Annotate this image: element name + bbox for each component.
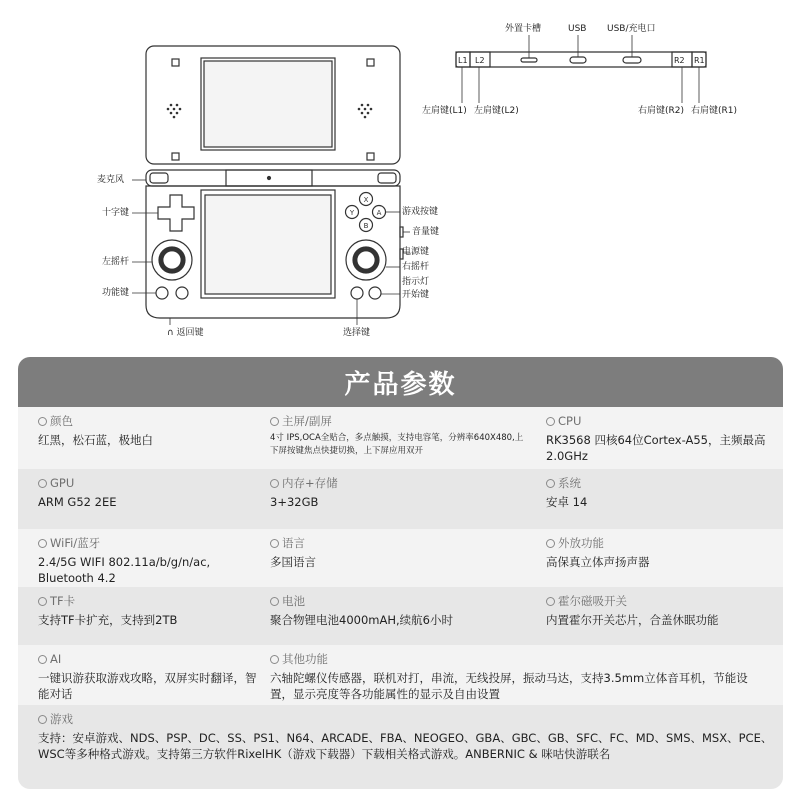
top-view-body (456, 52, 706, 67)
spec-key: 游戏 (38, 711, 773, 727)
label-r2-tag: R2 (674, 56, 685, 65)
spec-row (18, 469, 783, 529)
spec-value: 六轴陀螺仪传感器，联机对打，串流，无线投屏，振动马达，支持3.5mm立体音耳机，节能设置，显示亮度等各功能属性的显示及自由设置 (270, 671, 748, 701)
label-select: 选择键 (343, 328, 371, 338)
spec-row (18, 645, 783, 705)
spec-key: GPU (38, 475, 263, 491)
circle-bullet-icon (38, 479, 47, 488)
card-slot-shape (521, 58, 537, 62)
label-back: ∩ 返回键 (167, 328, 204, 338)
label-start: 开始键 (402, 290, 430, 300)
circle-bullet-icon (270, 655, 279, 664)
label-function: 功能键 (102, 288, 130, 298)
spec-key: TF卡 (38, 593, 263, 609)
spec-key: 外放功能 (546, 535, 778, 551)
spec-value: 内置霍尔开关芯片，合盖休眠功能 (546, 613, 719, 627)
spec-value: 多国语言 (270, 555, 316, 569)
label-l1-tag: L1 (458, 56, 468, 65)
spec-value: 聚合物锂电池4000mAH,续航6小时 (270, 613, 453, 627)
spec-key: 语言 (270, 535, 530, 551)
spec-key: 内存+存储 (270, 475, 530, 491)
circle-bullet-icon (38, 715, 47, 724)
label-right-r2: 右肩键(R2) (638, 106, 685, 116)
usb-charge-port-shape (623, 57, 641, 63)
b-letter: B (363, 222, 369, 230)
spec-key: 颜色 (38, 413, 263, 429)
spec-row-games (18, 705, 783, 789)
circle-bullet-icon (546, 597, 555, 606)
spec-value: 高保真立体声扬声器 (546, 555, 650, 569)
label-right-stick: 右摇杆 (402, 262, 430, 272)
spec-title: 产品参数 (344, 369, 457, 400)
spec-key: 霍尔磁吸开关 (546, 593, 778, 609)
hinge (146, 170, 400, 186)
label-power: 电源键 (402, 247, 430, 257)
circle-bullet-icon (38, 597, 47, 606)
label-usb-charge: USB/充电口 (607, 24, 656, 34)
bottom-screen (205, 195, 331, 294)
spec-key: 电池 (270, 593, 530, 609)
circle-bullet-icon (270, 539, 279, 548)
top-right-led (367, 59, 374, 66)
spec-value: 2.4/5G WIFI 802.11a/b/g/n/ac, Bluetooth 4.2 (38, 555, 211, 585)
right-speaker-grill (358, 104, 373, 119)
spec-value: 4寸 IPS,OCA全贴合，多点触摸，支持电容笔，分辨率640X480,上下屏按键焦点快捷切换，上下屏应用双开 (270, 433, 524, 456)
spec-value: 安卓 14 (546, 495, 588, 509)
spec-header (18, 357, 783, 407)
spec-value: 一键识游获取游戏攻略，双屏实时翻译，智能对话 (38, 671, 257, 701)
circle-bullet-icon (38, 655, 47, 664)
label-left-stick: 左摇杆 (102, 257, 130, 267)
spec-key: 其他功能 (270, 651, 770, 667)
label-right-r1: 右肩键(R1) (691, 106, 738, 116)
a-letter: A (376, 209, 382, 217)
label-left-l1: 左肩键(L1) (422, 106, 467, 116)
left-speaker-grill (167, 104, 182, 119)
label-left-l2: 左肩键(L2) (474, 106, 519, 116)
bottom-right-hole (367, 153, 374, 160)
bottom-left-hole (172, 153, 179, 160)
spec-value: 支持：安卓游戏、NDS、PSP、DC、SS、PS1、N64、ARCADE、FBA、NEOGEO、GBA、GBC、GB、SFC、FC、MD、SMS、MSX、PCE、WSC等多种格式游戏。支持第三方软件RixelHK（游戏下载器）下载相关格式游戏。ANBERNIC & 咪咕快游联名 (38, 731, 773, 761)
spec-key: WiFi/蓝牙 (38, 535, 263, 551)
circle-bullet-icon (270, 597, 279, 606)
spec-key: 系统 (546, 475, 778, 491)
spec-value: 红黑，松石蓝，极地白 (38, 433, 153, 447)
spec-card (18, 357, 783, 789)
label-card-slot: 外置卡槽 (505, 24, 542, 34)
circle-bullet-icon (546, 479, 555, 488)
circle-bullet-icon (38, 539, 47, 548)
label-game-buttons: 游戏按键 (402, 207, 439, 217)
headphone-icon: ∩ (167, 328, 177, 338)
usb-port-shape (570, 57, 586, 63)
top-left-led (172, 59, 179, 66)
circle-bullet-icon (546, 417, 555, 426)
y-letter: Y (349, 209, 355, 217)
spec-value: ARM G52 2EE (38, 495, 117, 509)
label-volume: 音量键 (412, 227, 440, 237)
spec-value: 3+32GB (270, 495, 319, 509)
spec-row (18, 587, 783, 645)
circle-bullet-icon (38, 417, 47, 426)
spec-key: 主屏/副屏 (270, 413, 530, 429)
label-mic: 麦克风 (97, 175, 125, 185)
circle-bullet-icon (270, 479, 279, 488)
dpad-shape (158, 195, 194, 231)
label-dpad: 十字键 (102, 208, 130, 218)
circle-bullet-icon (270, 417, 279, 426)
x-letter: X (363, 196, 369, 204)
device-diagram (0, 0, 800, 350)
label-indicator: 指示灯 (402, 277, 430, 287)
label-l2-tag: L2 (475, 56, 485, 65)
spec-key: CPU (546, 413, 778, 429)
circle-bullet-icon (546, 539, 555, 548)
spec-row (18, 407, 783, 469)
top-screen (204, 61, 332, 147)
label-usb: USB (568, 24, 587, 34)
spec-row (18, 529, 783, 587)
spec-value: 支持TF卡扩充，支持到2TB (38, 613, 178, 627)
spec-value: RK3568 四核64位Cortex-A55，主频最高2.0GHz (546, 433, 766, 463)
label-r1-tag: R1 (694, 56, 705, 65)
spec-key: AI (38, 651, 263, 667)
